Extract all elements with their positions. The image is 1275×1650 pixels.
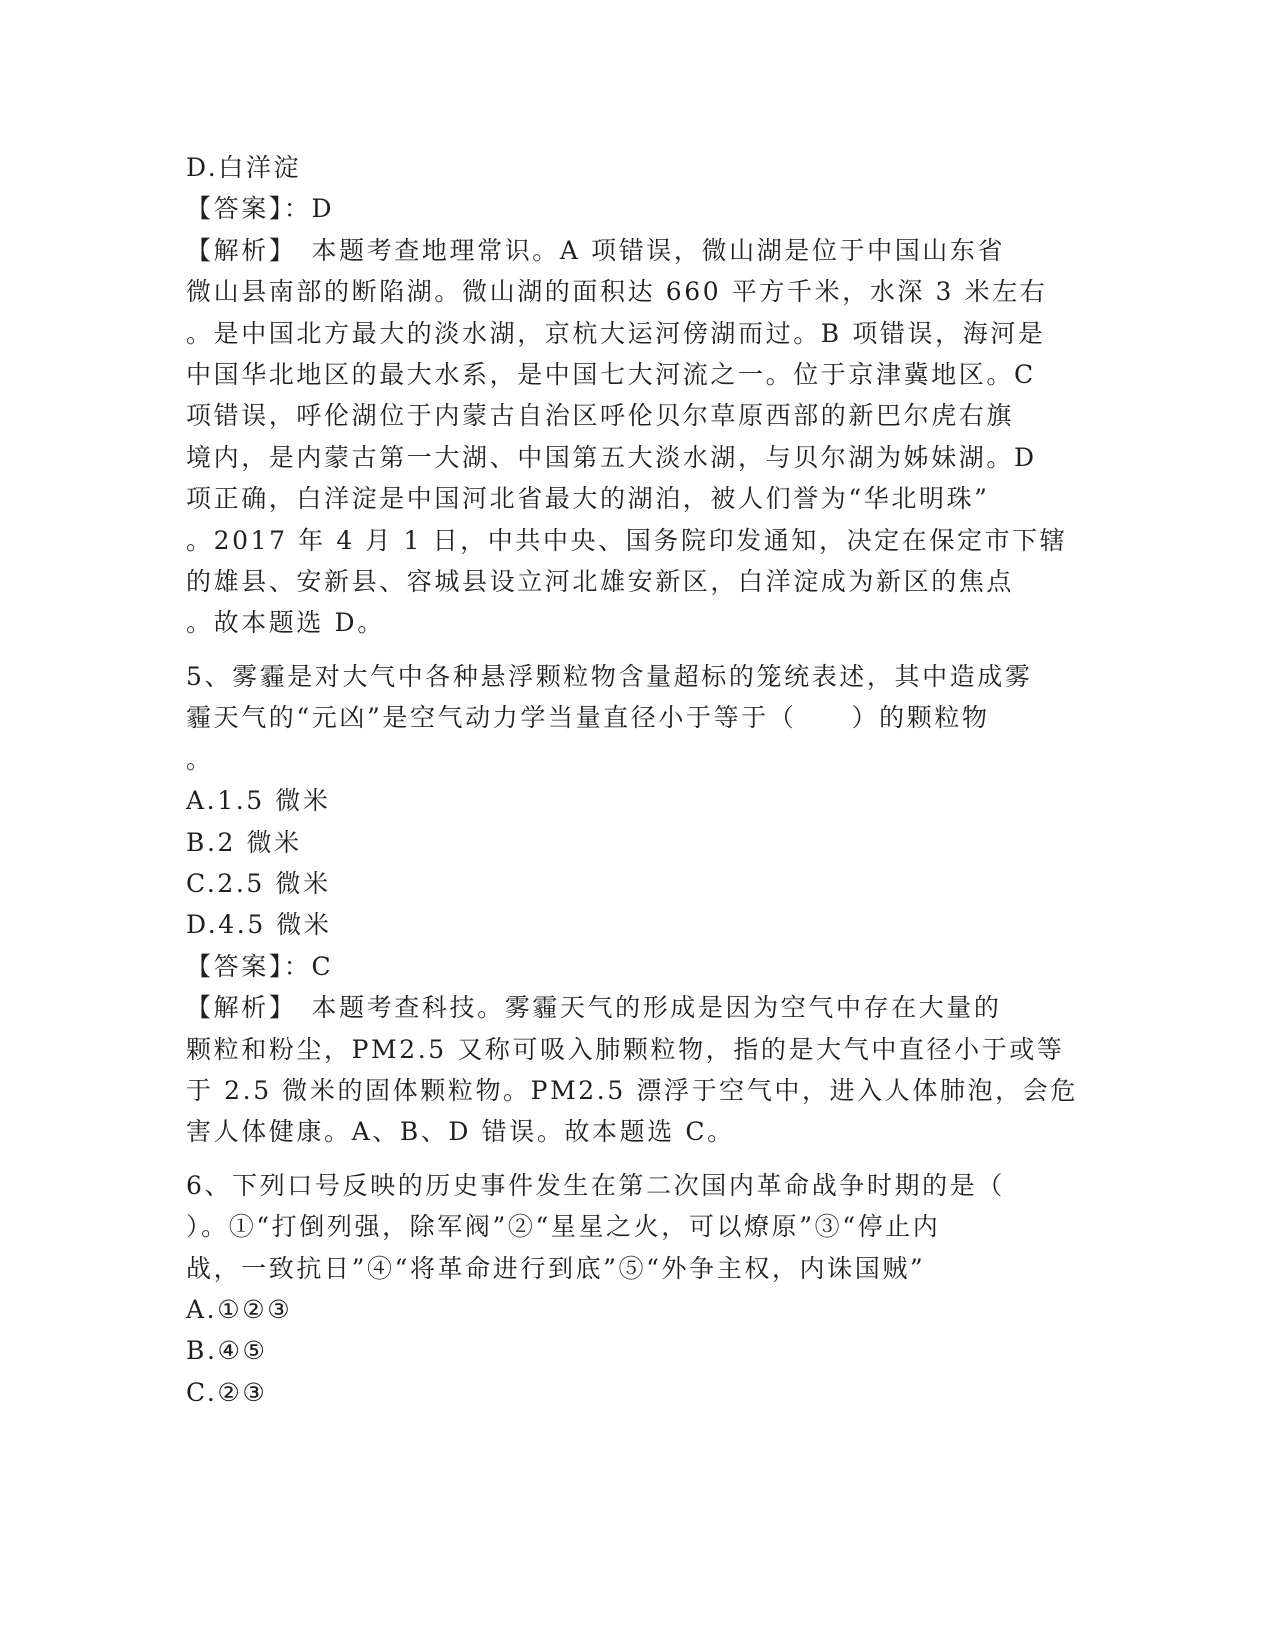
q4-analysis-line: 的雄县、安新县、容城县设立河北雄安新区，白洋淀成为新区的焦点: [186, 567, 1015, 597]
q4-analysis-line: 。故本题选 D。: [186, 608, 385, 638]
q5-analysis-line: 颗粒和粉尘，PM2.5 又称可吸入肺颗粒物，指的是大气中直径小于或等: [186, 1034, 1065, 1064]
section-gap: [186, 1153, 1086, 1165]
q4-analysis-line: 。2017 年 4 月 1 日，中共中央、国务院印发通知，决定在保定市下辖: [186, 525, 1068, 555]
q6-stem-line: 战，一致抗日”④“将革命进行到底”⑤“外争主权，内诛国贼”: [186, 1253, 926, 1283]
section-gap: [186, 644, 1086, 656]
q5-option-b: B.2 微米: [186, 827, 302, 857]
q6-stem: [186, 1165, 1086, 1289]
q4-option-d: D.白洋淀: [186, 153, 302, 182]
q6-option-b: B.④⑤: [186, 1336, 268, 1366]
q4-analysis-line: 中国华北地区的最大水系，是中国七大河流之一。位于京津冀地区。C: [186, 360, 1036, 390]
q5-stem-line: 。: [186, 744, 214, 774]
q5-analysis: [186, 987, 1086, 1153]
q6-options: [186, 1289, 1086, 1413]
q5-analysis-line: 于 2.5 微米的固体颗粒物。PM2.5 漂浮于空气中，进入人体肺泡，会危: [186, 1075, 1078, 1105]
q5-stem-line: 霾天气的“元凶”是空气动力学当量直径小于等于（ ）的颗粒物: [186, 703, 990, 733]
q5-analysis-line: 害人体健康。A、B、D 错误。故本题选 C。: [186, 1117, 735, 1147]
q6-option-c: C.②③: [186, 1377, 268, 1407]
q4-analysis-line: 。是中国北方最大的淡水湖，京杭大运河傍湖而过。B 项错误，海河是: [186, 318, 1046, 348]
q4-analysis-line: 境内，是内蒙古第一大湖、中国第五大淡水湖，与贝尔湖为姊妹湖。D: [186, 442, 1037, 472]
q4-answer: 【答案】：D: [186, 194, 335, 224]
q5-option-a: A.1.5 微米: [186, 786, 331, 816]
q5-options: [186, 780, 1086, 946]
q5-option-c: C.2.5 微米: [186, 868, 331, 898]
q4-analysis-line: 微山县南部的断陷湖。微山湖的面积达 660 平方千米，水深 3 米左右: [186, 277, 1048, 307]
question-6: [186, 1165, 1086, 1413]
q4-analysis-line: 【解析】 本题考查地理常识。A 项错误，微山湖是位于中国山东省: [186, 235, 1006, 265]
q5-stem-line: 5、雾霾是对大气中各种悬浮颗粒物含量超标的笼统表述，其中造成雾: [186, 661, 1033, 691]
question-4-tail: [186, 147, 1086, 644]
document-content: [186, 147, 1086, 1413]
q5-option-d: D.4.5 微米: [186, 910, 332, 940]
q6-stem-line: 6、下列口号反映的历史事件发生在第二次国内革命战争时期的是（: [186, 1170, 1005, 1200]
q4-analysis-line: 项正确，白洋淀是中国河北省最大的湖泊，被人们誉为“华北明珠”: [186, 484, 990, 514]
q5-answer: 【答案】：C: [186, 951, 334, 981]
question-5: [186, 656, 1086, 1153]
q4-analysis-line: 项错误，呼伦湖位于内蒙古自治区呼伦贝尔草原西部的新巴尔虎右旗: [186, 401, 1015, 431]
q6-option-a: A.①②③: [186, 1294, 293, 1324]
q5-stem: [186, 656, 1086, 780]
q4-analysis: [186, 230, 1086, 644]
q5-analysis-line: 【解析】 本题考查科技。雾霾天气的形成是因为空气中存在大量的: [186, 993, 1002, 1023]
q6-stem-line: ）。①“打倒列强，除军阀”②“星星之火，可以燎原”③“停止内: [186, 1212, 941, 1242]
